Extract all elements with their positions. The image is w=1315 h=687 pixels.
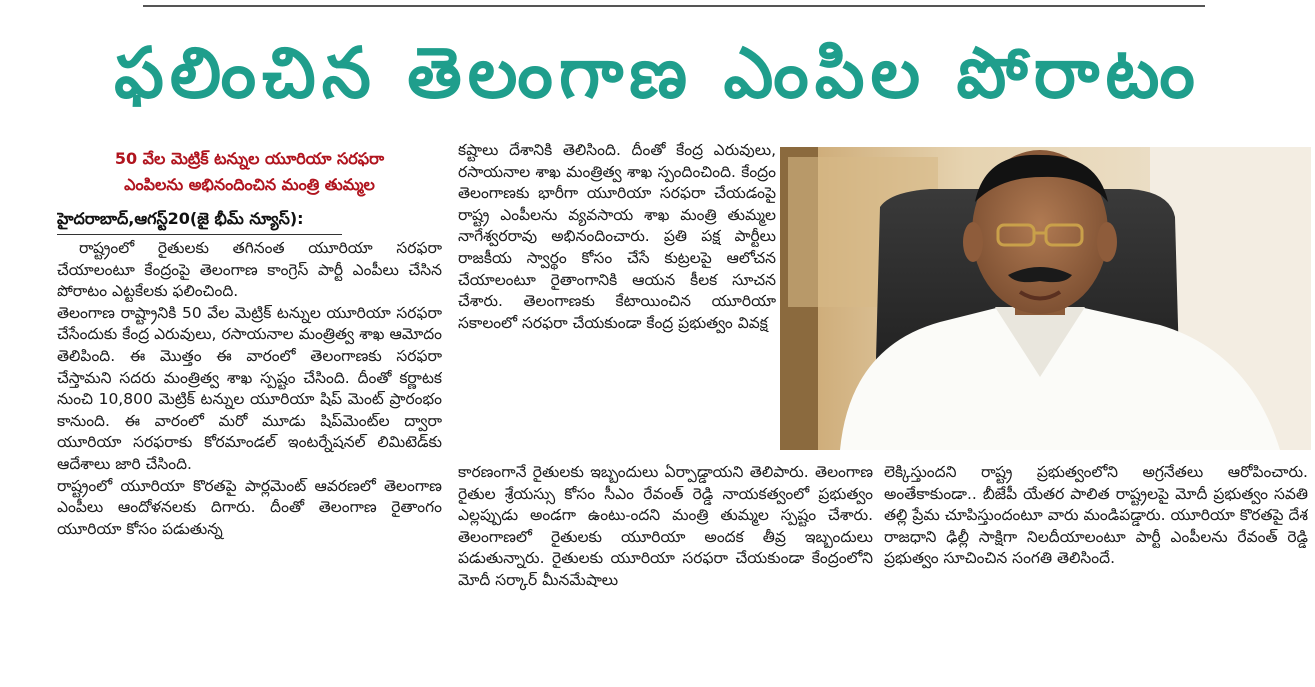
dateline-rule (57, 234, 342, 235)
dateline: హైదరాబాద్,ఆగస్ట్20(జై భీమ్ న్యూస్): (57, 209, 304, 228)
paragraph: రాష్ట్రంలో రైతులకు తగినంత యూరియా సరఫరా చేయాలంటూ కేంద్రంపై తెలంగాణ కాంగ్రెస్ పార్టీ ఎంపీలు చేసిన పోరాటం ఎట్టకేలకు ఫలించింది. (57, 239, 442, 301)
column-1 (57, 238, 442, 683)
headline: ఫలించిన తెలంగాణ ఎంపిల పోరాటం (114, 32, 1201, 114)
column-2-bottom (458, 462, 873, 684)
subhead-line-1: 50 వేల మెట్రిక్ టన్నుల యూరియా సరఫరా (114, 149, 385, 168)
paragraph: తెలంగాణ రాష్ట్రానికి 50 వేల మెట్రిక్ టన్నుల యూరియా సరఫరా చేసేందుకు కేంద్ర ఎరువులు, రసాయనాల మంత్రిత్వ శాఖ ఆమోదం తెలిపింది. ఈ మొత్తం ఈ వారంలో తెలంగాణకు సరఫరా చేస్తామని సదరు మంత్రిత్వ శాఖ స్పష్టం చేసింది. దీంతో కర్ణాటక నుంచి 10,800 మెట్రిక్ టన్నుల యూరియా షిప్ మెంట్ ప్రారంభం కానుంది. ఈ వారంలో మరో మూడు షిప్‌మెంట్‌ల ద్వారా యూరియా సరఫరాకు కోరమాండల్ ఇంటర్నేషనల్ లిమిటెడ్‌కు ఆదేశాలు జారి చేసింది. (57, 303, 442, 473)
paragraph: రాష్ట్రంలో యూరియా కొరతపై పార్లమెంట్ ఆవరణలో తెలంగాణ ఎంపీలు ఆందోళనలకు దిగారు. దీంతో తెలంగాణ రైతాంగం యూరియా కోసం పడుతున్న (57, 476, 442, 538)
top-rule (143, 5, 1205, 7)
column-3 (884, 462, 1308, 684)
paragraph: కారణంగానే రైతులకు ఇబ్బందులు ఏర్పాడ్డాయని తెలిపారు. తెలంగాణ రైతుల శ్రేయస్సు కోసం సీఎం రేవంత్ రెడ్డి నాయకత్వంలో ప్రభుత్వం ఎల్లప్పుడు అండగా ఉంటు-ందని మంత్రి తుమ్మల స్పష్టం చేశారు. తెలంగాణలో రైతులకు యూరియా అందక తీవ్ర ఇబ్బందులు పడుతున్నారు. రైతులకు యూరియా సరఫరా చేయకుండా కేంద్రంలోని మోదీ సర్కార్ మీనమేషాలు (458, 463, 873, 589)
subhead (57, 146, 442, 198)
paragraph: కష్టాలు దేశానికి తెలిసింది. దీంతో కేంద్ర ఎరువులు, రసాయనాల శాఖ మంత్రిత్వ శాఖ స్పందించింది. కేంద్రం తెలంగాణకు భారీగా యూరియా సరఫరా చేయడంపై రాష్ట్ర ఎంపీలను వ్యవసాయ శాఖ మంత్రి తుమ్మల నాగేశ్వరరావు అభినందించారు. ప్రతి పక్ష పార్టీలు రాజకీయ స్వార్థం కోసం చేసే కుట్రలపై ఆలోచన చేయాలంటూ రైతాంగానికి ఆయన కీలక సూచన చేశారు. తెలంగాణకు కేటాయించిన యూరియా సకాలంలో సరఫరా చేయకుండా కేంద్ర ప్రభుత్వం వివక్ష (458, 141, 776, 332)
column-2-top (458, 140, 776, 462)
paragraph: లెక్కిస్తుందని రాష్ట్ర ప్రభుత్వంలోని అగ్రనేతలు ఆరోపించారు. అంతేకాకుండా.. బీజేపీ యేతర పాలిత రాష్ట్రలపై మోదీ ప్రభుత్వం సవతి తల్లి ప్రేమ చూపిస్తుందంటూ వారు మండిపడ్డారు. యూరియా కొరతపై దేశ రాజధాని ఢిల్లీ సాక్షిగా నిలదీయాలంటూ పార్టీ ఎంపీలను రేవంత్ రెడ్డి ప్రభుత్వం సూచించిన సంగతి తెలిసిందే. (884, 463, 1308, 568)
minister-photo (780, 147, 1311, 450)
subhead-line-2: ఎంపిలను అభినందించిన మంత్రి తుమ్మల (124, 175, 375, 194)
